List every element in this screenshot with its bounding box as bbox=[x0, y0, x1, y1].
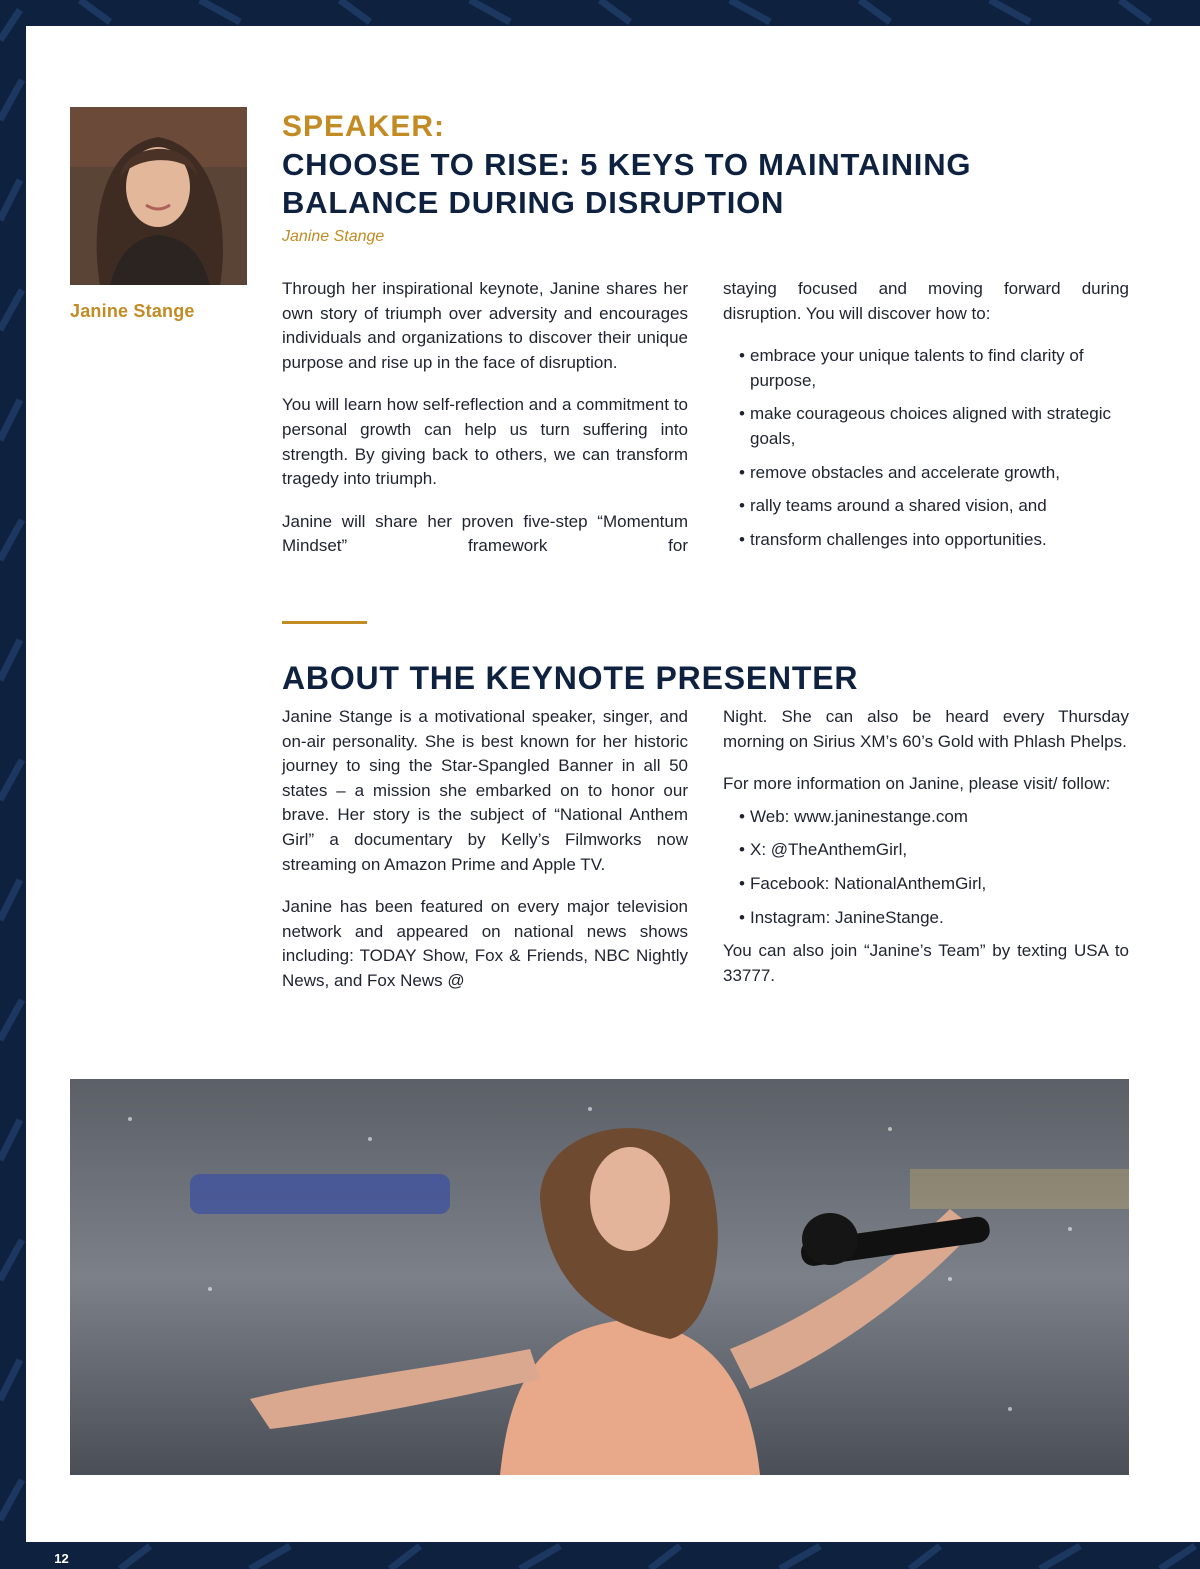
paragraph: You can also join “Janine’s Team” by texting USA to 33777. bbox=[723, 941, 1129, 985]
paragraph: Night. She can also be heard every Thursday morning on Sirius XM’s 60’s Gold with Phlash Phelps. bbox=[723, 707, 1129, 751]
page-number: 12 bbox=[44, 1549, 79, 1569]
performance-photo bbox=[70, 1079, 1129, 1475]
paragraph: Janine Stange is a motivational speaker, singer, and on-air personality. She is best known for her historic journey to sing the Star-Spangled Banner in all 50 states – a mission she embarked on to honor our brave. Her story is the subject of “National Anthem Girl” a documentary by Kelly’s Filmworks now streaming on Amazon Prime and Apple TV. bbox=[282, 707, 688, 874]
list-item: • Facebook: NationalAnthemGirl, bbox=[739, 872, 1129, 897]
outcomes-list bbox=[723, 344, 1129, 552]
paragraph: Janine will share her proven five-step “Momentum Mindset” framework for bbox=[282, 511, 688, 556]
paragraph: Janine has been featured on every major television network and appeared on national news shows including: TODAY Show, Fox & Friends, NBC Nightly News, and Fox News @ bbox=[282, 897, 688, 990]
about-right-column bbox=[723, 705, 1129, 988]
list-item: • transform challenges into opportunities. bbox=[739, 528, 1129, 553]
list-item: • Instagram: JanineStange. bbox=[739, 906, 1129, 931]
section-divider bbox=[282, 621, 367, 624]
section-eyebrow: SPEAKER: bbox=[282, 110, 446, 143]
list-item: • remove obstacles and accelerate growth, bbox=[739, 461, 1129, 486]
page bbox=[26, 26, 1200, 1542]
speaker-portrait bbox=[70, 107, 247, 285]
paragraph: Through her inspirational keynote, Janine shares her own story of triumph over adversity and encourages individuals and organizations to discover their unique purpose and rise up in the face of disruption. bbox=[282, 279, 688, 372]
about-left-column bbox=[282, 705, 688, 994]
paragraph: You will learn how self-reflection and a commitment to personal growth can help us turn suffering into strength. By giving back to others, we can transform tragedy into triumph. bbox=[282, 395, 688, 489]
speaker-left-column bbox=[282, 277, 688, 559]
list-item: • Web: www.janinestange.com bbox=[739, 805, 1129, 830]
list-item: • rally teams around a shared vision, and bbox=[739, 494, 1129, 519]
list-item: • make courageous choices aligned with strategic goals, bbox=[739, 402, 1129, 451]
list-item: • X: @TheAnthemGirl, bbox=[739, 838, 1129, 863]
byline: Janine Stange bbox=[282, 228, 385, 245]
paragraph: For more information on Janine, please visit/ follow: bbox=[723, 774, 1111, 794]
about-heading: ABOUT THE KEYNOTE PRESENTER bbox=[282, 660, 859, 696]
portrait-caption: Janine Stange bbox=[70, 301, 195, 321]
speaker-right-column bbox=[723, 277, 1129, 561]
list-item: • embrace your unique talents to find clarity of purpose, bbox=[739, 344, 1129, 393]
paragraph: staying focused and moving forward during disruption. You will discover how to: bbox=[723, 279, 1129, 323]
social-links-list bbox=[723, 805, 1129, 930]
keynote-title: CHOOSE TO RISE: 5 KEYS TO MAINTAINING BALANCE DURING DISRUPTION bbox=[282, 147, 972, 220]
